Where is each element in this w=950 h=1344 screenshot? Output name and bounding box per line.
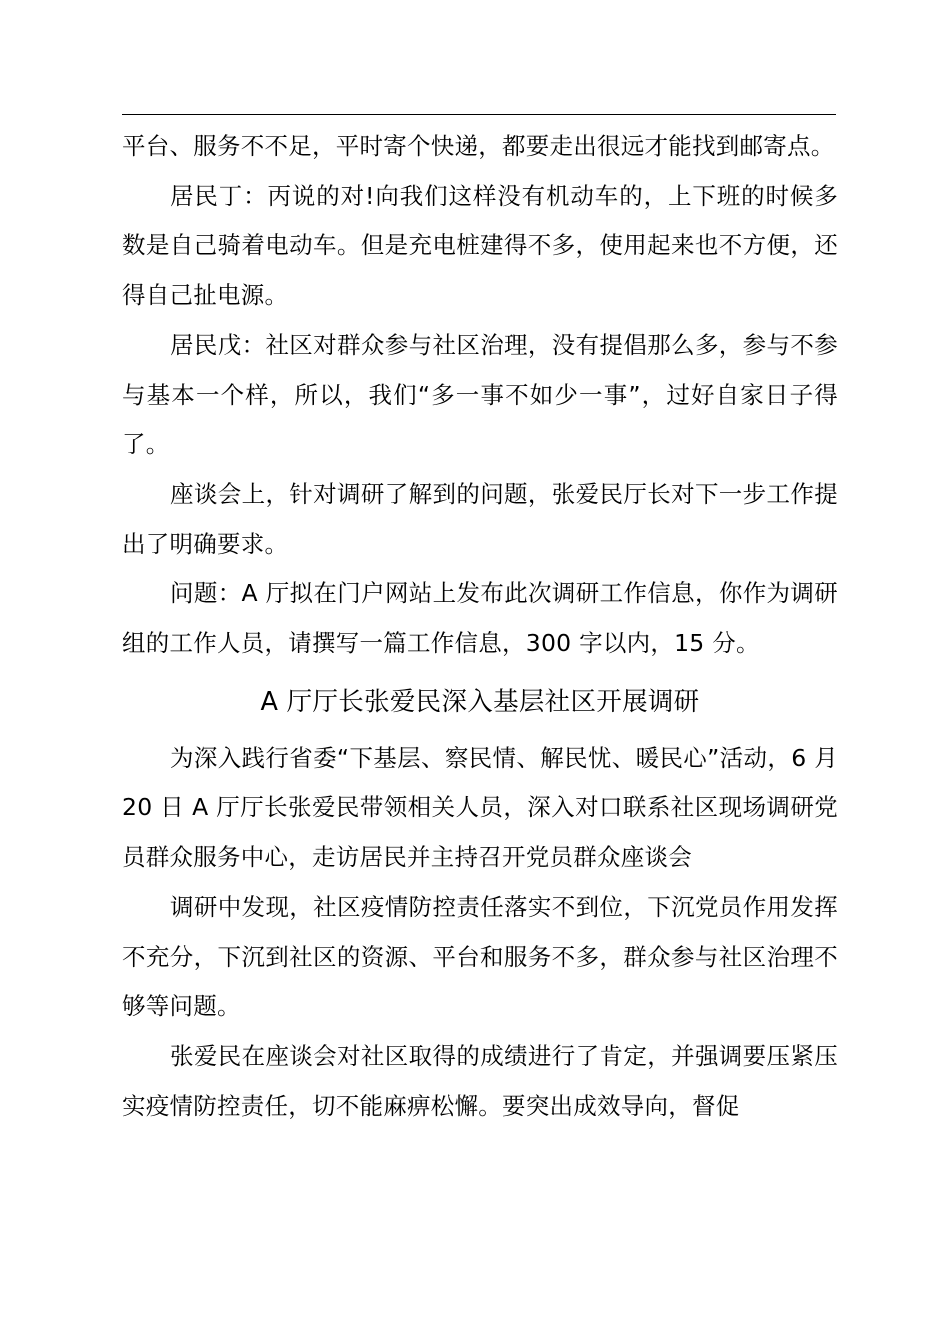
paragraph-article-findings: 调研中发现，社区疫情防控责任落实不到位，下沉党员作用发挥不充分，下沉到社区的资源、平台和服务不多，群众参与社区治理不够等问题。 (122, 892, 838, 1021)
paragraph-meeting: 座谈会上，针对调研了解到的问题，张爱民厅长对下一步工作提出了明确要求。 (122, 479, 838, 558)
paragraph-question: 问题：A 厅拟在门户网站上发布此次调研工作信息，你作为调研组的工作人员，请撰写一篇工作信息，300 字以内，15 分。 (122, 579, 838, 658)
paragraph-article-intro: 为深入践行省委“下基层、察民情、解民忧、暖民心”活动，6 月 20 日 A 厅厅长张爱民带领相关人员，深入对口联系社区现场调研党员群众服务中心，走访居民并主持召开党员群众座谈会 (122, 743, 838, 872)
document-body (122, 122, 838, 1131)
paragraph-resident-ding: 居民丁：丙说的对!向我们这样没有机动车的，上下班的时候多数是自己骑着电动车。但是充电桩建得不多，使用起来也不方便，还得自己扯电源。 (122, 181, 838, 310)
paragraph-continuation: 平台、服务不不足，平时寄个快递，都要走出很远才能找到邮寄点。 (122, 132, 835, 160)
paragraph-resident-wu: 居民戊：社区对群众参与社区治理，没有提倡那么多，参与不参与基本一个样，所以，我们“多一事不如少一事”，过好自家日子得了。 (122, 330, 838, 459)
article-title: A 厅厅长张爱民深入基层社区开展调研 (260, 686, 700, 717)
header-rule (122, 114, 836, 115)
paragraph-article-requirements: 张爱民在座谈会对社区取得的成绩进行了肯定，并强调要压紧压实疫情防控责任，切不能麻痹松懈。要突出成效导向，督促 (122, 1041, 838, 1120)
